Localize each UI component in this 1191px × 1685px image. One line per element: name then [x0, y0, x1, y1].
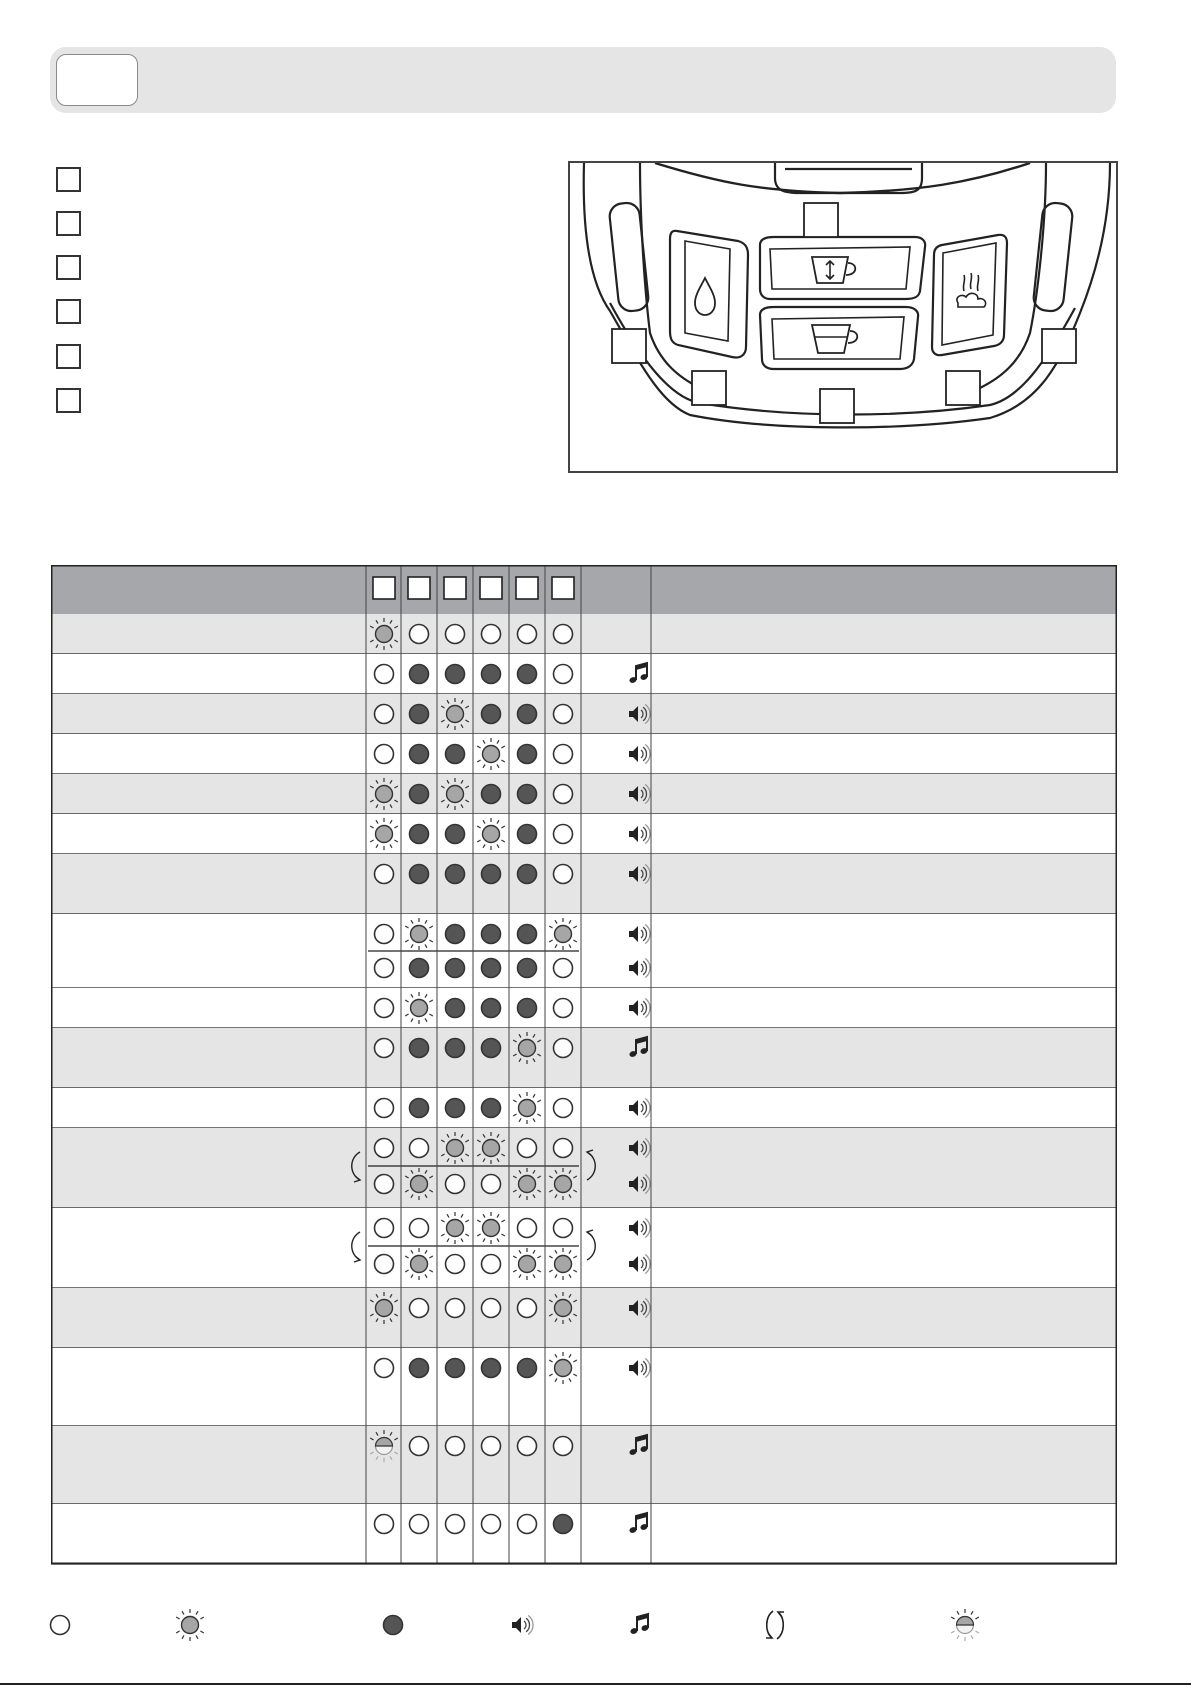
- lamp-off-icon: [554, 999, 573, 1018]
- lamp-off-icon: [482, 1437, 501, 1456]
- lamp-off-icon: [446, 1255, 465, 1274]
- lamp-off-icon: [518, 625, 537, 644]
- column-key-box-4: [480, 577, 502, 599]
- lamp-off-icon: [375, 1175, 394, 1194]
- lamp-on-icon: [518, 705, 537, 724]
- legend-lamp-off-icon: [51, 1616, 70, 1635]
- lamp-on-icon: [446, 1099, 465, 1118]
- status-table-grid: [51, 565, 1117, 1566]
- header-number-tab: [56, 54, 138, 106]
- symbol-legend: [0, 1600, 1191, 1650]
- lamp-on-icon: [446, 925, 465, 944]
- lamp-on-icon: [446, 959, 465, 978]
- table-row: [51, 1288, 1117, 1348]
- lamp-off-icon: [554, 1219, 573, 1238]
- lamp-off-icon: [446, 1437, 465, 1456]
- table-row: [51, 1504, 1117, 1564]
- lamp-on-icon: [554, 1515, 573, 1534]
- lamp-off-icon: [375, 1099, 394, 1118]
- control-panel-illustration: [570, 163, 1116, 471]
- lamp-off-icon: [375, 1039, 394, 1058]
- lamp-off-icon: [518, 1139, 537, 1158]
- lamp-off-icon: [375, 745, 394, 764]
- lamp-off-icon: [554, 865, 573, 884]
- lamp-on-icon: [410, 1039, 429, 1058]
- lamp-off-icon: [554, 959, 573, 978]
- table-row: [51, 1088, 1117, 1128]
- table-row: [51, 774, 1117, 814]
- lamp-on-icon: [482, 1359, 501, 1378]
- lamp-off-icon: [554, 745, 573, 764]
- lamp-on-icon: [518, 745, 537, 764]
- lamp-off-icon: [554, 785, 573, 804]
- control-panel-diagram: [568, 161, 1118, 473]
- lamp-off-icon: [518, 1437, 537, 1456]
- lamp-off-icon: [410, 1219, 429, 1238]
- table-row: [51, 1426, 1117, 1504]
- status-table: [51, 565, 1117, 1566]
- table-row: [51, 734, 1117, 774]
- lamp-on-icon: [518, 959, 537, 978]
- legend-lamp-on-icon: [384, 1616, 403, 1635]
- lamp-off-icon: [410, 1515, 429, 1534]
- lamp-off-icon: [518, 1219, 537, 1238]
- lamp-off-icon: [482, 1175, 501, 1194]
- lamp-on-icon: [446, 745, 465, 764]
- lamp-off-icon: [554, 825, 573, 844]
- lamp-on-icon: [446, 865, 465, 884]
- lamp-on-icon: [446, 1039, 465, 1058]
- lamp-off-icon: [446, 1175, 465, 1194]
- column-key-box-3: [444, 577, 466, 599]
- lamp-off-icon: [446, 1515, 465, 1534]
- lamp-off-icon: [482, 1255, 501, 1274]
- lamp-off-icon: [554, 1139, 573, 1158]
- lamp-on-icon: [410, 665, 429, 684]
- key-box-4: [56, 299, 81, 324]
- lamp-off-icon: [375, 1139, 394, 1158]
- legend-alternating-arrows-icon: [766, 1611, 784, 1639]
- table-row: [51, 988, 1117, 1028]
- legend-beep-speaker-icon: [512, 1615, 533, 1634]
- lamp-on-icon: [482, 1039, 501, 1058]
- lamp-off-icon: [482, 1299, 501, 1318]
- symbol-legend-icons: [0, 1600, 1191, 1650]
- lamp-off-icon: [375, 1359, 394, 1378]
- key-box-5: [56, 344, 81, 369]
- lamp-on-icon: [518, 865, 537, 884]
- lamp-on-icon: [446, 1359, 465, 1378]
- lamp-on-icon: [518, 1359, 537, 1378]
- table-row: [51, 914, 1117, 988]
- table-row: [51, 1028, 1117, 1088]
- lamp-on-icon: [518, 785, 537, 804]
- lamp-off-icon: [410, 1299, 429, 1318]
- lamp-on-icon: [482, 665, 501, 684]
- lamp-off-icon: [554, 665, 573, 684]
- table-row: [51, 614, 1117, 654]
- lamp-on-icon: [482, 959, 501, 978]
- lamp-off-icon: [518, 1515, 537, 1534]
- lamp-on-icon: [518, 925, 537, 944]
- header-bar: [50, 47, 1116, 113]
- lamp-on-icon: [410, 825, 429, 844]
- table-row: [51, 854, 1117, 914]
- lamp-off-icon: [554, 1437, 573, 1456]
- lamp-on-icon: [410, 865, 429, 884]
- lamp-off-icon: [482, 625, 501, 644]
- lamp-on-icon: [446, 999, 465, 1018]
- legend-melody-note-icon: [630, 1614, 650, 1635]
- lamp-off-icon: [518, 1299, 537, 1318]
- column-key-box-5: [516, 577, 538, 599]
- key-box-6: [56, 388, 81, 413]
- lamp-off-icon: [446, 625, 465, 644]
- table-row: [51, 1208, 1117, 1288]
- lamp-on-icon: [518, 999, 537, 1018]
- table-row: [51, 654, 1117, 694]
- lamp-off-icon: [554, 705, 573, 724]
- lamp-off-icon: [375, 1255, 394, 1274]
- table-row: [51, 694, 1117, 734]
- lamp-off-icon: [375, 999, 394, 1018]
- lamp-on-icon: [410, 745, 429, 764]
- lamp-off-icon: [446, 1299, 465, 1318]
- key-box-2: [56, 211, 81, 236]
- lamp-off-icon: [554, 1039, 573, 1058]
- table-row: [51, 814, 1117, 854]
- lamp-off-icon: [410, 1437, 429, 1456]
- lamp-off-icon: [482, 1515, 501, 1534]
- lamp-on-icon: [482, 705, 501, 724]
- lamp-on-icon: [410, 959, 429, 978]
- lamp-on-icon: [410, 705, 429, 724]
- lamp-on-icon: [482, 1099, 501, 1118]
- lamp-on-icon: [482, 999, 501, 1018]
- table-header-row: [51, 565, 1117, 614]
- lamp-off-icon: [375, 1515, 394, 1534]
- lamp-off-icon: [410, 625, 429, 644]
- column-key-box-6: [552, 577, 574, 599]
- lamp-off-icon: [375, 959, 394, 978]
- key-box-3: [56, 255, 81, 280]
- lamp-on-icon: [410, 1359, 429, 1378]
- lamp-on-icon: [518, 665, 537, 684]
- legend-lamp-blinking-icon: [176, 1609, 204, 1641]
- table-row: [51, 1348, 1117, 1426]
- table-row: [51, 1128, 1117, 1208]
- lamp-off-icon: [554, 625, 573, 644]
- legend-lamp-half-blink-icon: [951, 1609, 979, 1641]
- lamp-on-icon: [446, 665, 465, 684]
- column-key-box-2: [408, 577, 430, 599]
- lamp-off-icon: [375, 865, 394, 884]
- lamp-on-icon: [446, 825, 465, 844]
- lamp-off-icon: [375, 1219, 394, 1238]
- lamp-on-icon: [410, 785, 429, 804]
- column-key-box-1: [373, 577, 395, 599]
- lamp-on-icon: [410, 1099, 429, 1118]
- lamp-on-icon: [482, 865, 501, 884]
- lamp-off-icon: [375, 925, 394, 944]
- lamp-off-icon: [554, 1099, 573, 1118]
- lamp-off-icon: [375, 665, 394, 684]
- key-box-1: [56, 167, 81, 192]
- lamp-on-icon: [482, 785, 501, 804]
- lamp-on-icon: [518, 825, 537, 844]
- lamp-off-icon: [375, 705, 394, 724]
- lamp-off-icon: [410, 1139, 429, 1158]
- lamp-on-icon: [482, 925, 501, 944]
